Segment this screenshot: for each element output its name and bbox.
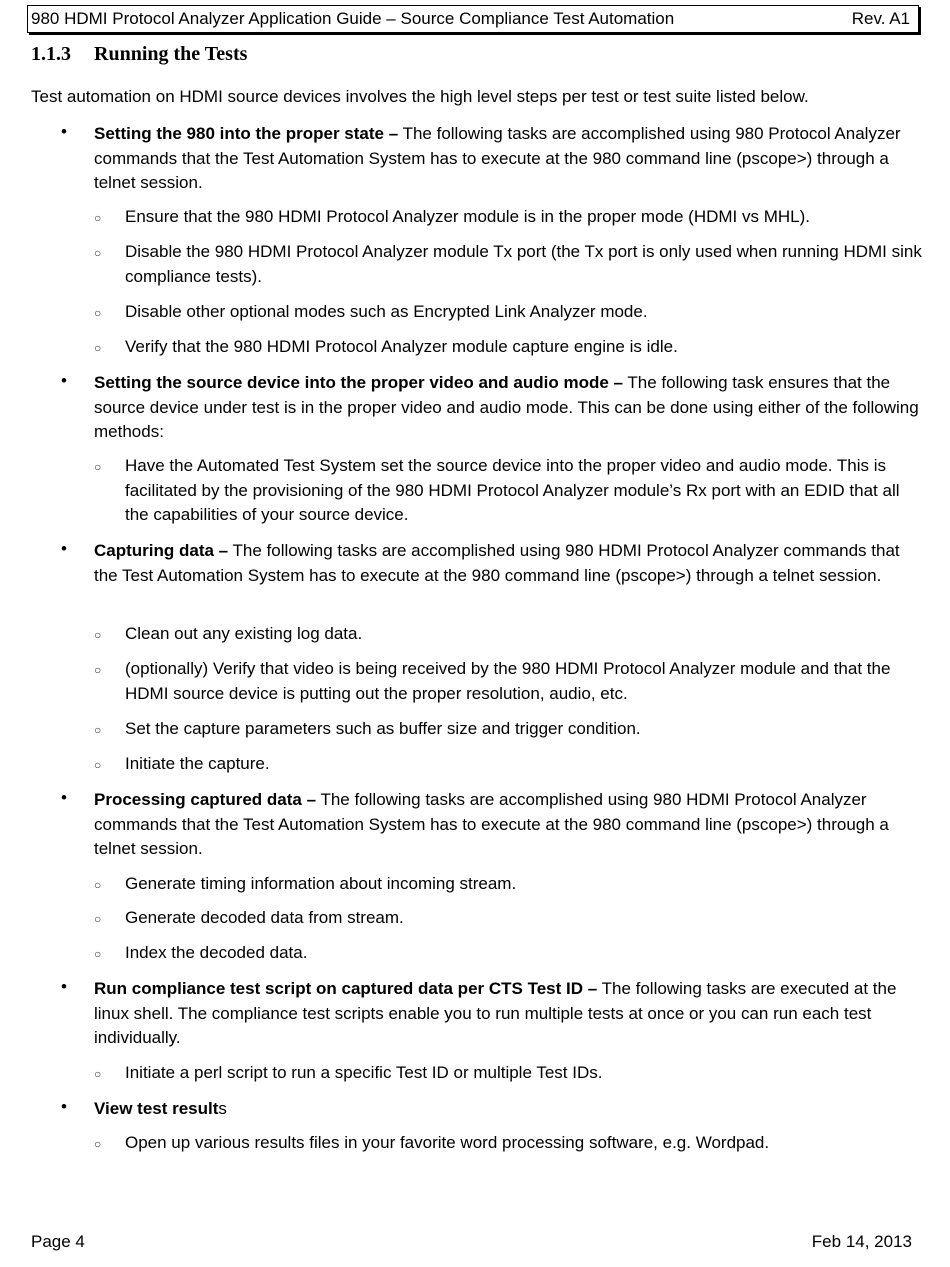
- list-item-heading: Setting the source device into the proper video and audio mode –: [94, 373, 623, 392]
- header-title: 980 HDMI Protocol Analyzer Application Guide – Source Compliance Test Automation: [31, 9, 675, 28]
- section-heading: [31, 43, 247, 66]
- sub-bullet-marker: ○: [94, 460, 102, 474]
- sub-list-item: Disable other optional modes such as Encrypted Link Analyzer mode.: [125, 302, 648, 321]
- sub-list-item: Have the Automated Test System set the source device into the proper video and audio mode. This is facilitated by the provisioning of the 980 HDMI Protocol Analyzer module’s Rx port with an EDID that all the capabilities of your source device.: [125, 456, 900, 524]
- sub-list-item: Clean out any existing log data.: [125, 624, 363, 643]
- sub-list-item: Open up various results files in your favorite word processing software, e.g. Wordpad.: [125, 1133, 770, 1152]
- sub-bullet-marker: ○: [94, 1067, 102, 1081]
- list-item-text: The following tasks are accomplished using 980 HDMI Protocol Analyzer commands that the Test Automation System has to execute at the 980 command line (pscope>) through a telnet session.: [94, 790, 889, 858]
- list-item-text: s: [218, 1099, 227, 1118]
- list-item: [94, 371, 924, 445]
- footer-date: Feb 14, 2013: [811, 1232, 912, 1251]
- footer-page-number: Page 4: [31, 1232, 85, 1251]
- sub-bullet-marker: ○: [94, 663, 102, 677]
- list-item-text: The following tasks are accomplished using 980 Protocol Analyzer commands that the Test Automation System has to execute at the 980 command line (pscope>) through a telnet session.: [94, 124, 901, 192]
- list-item-heading: Capturing data –: [94, 541, 229, 560]
- sub-list-item: Initiate a perl script to run a specific Test ID or multiple Test IDs.: [125, 1063, 603, 1082]
- sub-bullet-marker: ○: [94, 211, 102, 225]
- sub-bullet-marker: ○: [94, 1137, 102, 1151]
- list-item-heading: Run compliance test script on captured data per CTS Test ID –: [94, 979, 598, 998]
- sub-bullet-marker: ○: [94, 341, 102, 355]
- sub-list-item: Ensure that the 980 HDMI Protocol Analyzer module is in the proper mode (HDMI vs MHL).: [125, 207, 811, 226]
- list-item-text: The following tasks are executed at the linux shell. The compliance test scripts enable you to run multiple tests at once or you can run each test individually.: [94, 979, 897, 1047]
- list-item-text: The following tasks are accomplished using 980 HDMI Protocol Analyzer commands that the Test Automation System has to execute at the 980 command line (pscope>) through a telnet session.: [94, 541, 900, 585]
- sub-bullet-marker: ○: [94, 912, 102, 926]
- list-item: [94, 122, 924, 196]
- page-header: [27, 5, 919, 33]
- list-item-heading: Setting the 980 into the proper state –: [94, 124, 399, 143]
- bullet-marker: •: [61, 1097, 67, 1116]
- bullet-marker: •: [61, 122, 67, 141]
- bullet-marker: •: [61, 539, 67, 558]
- sub-bullet-marker: ○: [94, 878, 102, 892]
- sub-list-item: Set the capture parameters such as buffer size and trigger condition.: [125, 719, 641, 738]
- bullet-marker: •: [61, 788, 67, 807]
- bullet-marker: •: [61, 371, 67, 390]
- bullet-marker: •: [61, 977, 67, 996]
- sub-list-item: Index the decoded data.: [125, 943, 308, 962]
- sub-list-item: Generate timing information about incoming stream.: [125, 874, 517, 893]
- section-number: 1.1.3: [31, 43, 71, 65]
- list-item: [94, 788, 924, 862]
- sub-bullet-marker: ○: [94, 947, 102, 961]
- sub-bullet-marker: ○: [94, 758, 102, 772]
- sub-list-item: Verify that the 980 HDMI Protocol Analyzer module capture engine is idle.: [125, 337, 678, 356]
- intro-paragraph: Test automation on HDMI source devices involves the high level steps per test or test suite listed below.: [31, 87, 809, 106]
- sub-bullet-marker: ○: [94, 723, 102, 737]
- sub-list-item: Generate decoded data from stream.: [125, 908, 404, 927]
- sub-list-item: (optionally) Verify that video is being received by the 980 HDMI Protocol Analyzer module and that the HDMI source device is putting out the proper resolution, audio, etc.: [125, 659, 891, 703]
- sub-list-item: Disable the 980 HDMI Protocol Analyzer module Tx port (the Tx port is only used when running HDMI sink compliance tests).: [125, 242, 922, 286]
- sub-bullet-marker: ○: [94, 246, 102, 260]
- list-item-heading: View test result: [94, 1099, 219, 1118]
- list-item: [94, 1097, 924, 1122]
- list-item-heading: Processing captured data –: [94, 790, 317, 809]
- section-title: Running the Tests: [94, 43, 248, 65]
- sub-bullet-marker: ○: [94, 628, 102, 642]
- list-item-text: The following task ensures that the source device under test is in the proper video and audio mode. This can be done using either of the following methods:: [94, 373, 919, 441]
- list-item: [94, 977, 924, 1051]
- sub-bullet-marker: ○: [94, 306, 102, 320]
- sub-list-item: Initiate the capture.: [125, 754, 270, 773]
- header-revision: Rev. A1: [851, 9, 910, 28]
- list-item: [94, 539, 924, 588]
